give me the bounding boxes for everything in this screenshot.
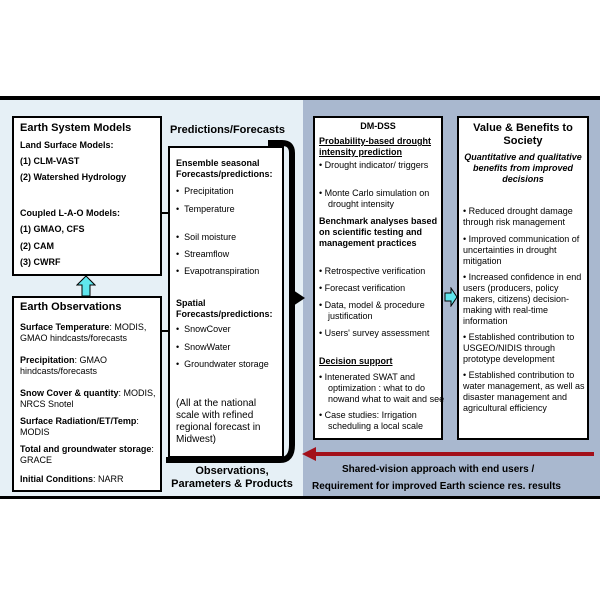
coupled-heading: Coupled L-A-O Models:: [20, 208, 120, 218]
ensemble-item: • Temperature: [176, 204, 235, 214]
land-item: (2) Watershed Hydrology: [20, 172, 127, 182]
dmdss-section-heading: Decision support: [319, 356, 393, 366]
ensemble-item: • Soil moisture: [176, 232, 237, 242]
dmdss-item: • Case studies: Irrigation scheduling a local scale: [319, 410, 424, 431]
land-surface-heading: Land Surface Models:: [20, 140, 114, 150]
predictions-note: (All at the national scale with refined regional forecast in Midwest): [176, 398, 261, 445]
obs-item-surface-radiation: Surface Radiation/ET/Temp: MODIS: [20, 416, 139, 437]
coupled-item: (2) CAM: [20, 241, 54, 251]
land-item: (1) CLM-VAST: [20, 156, 80, 166]
predictions-box: [168, 146, 284, 458]
ensemble-item: • Precipitation: [176, 186, 234, 196]
obs-item-precipitation: Precipitation: GMAO hindcasts/forecasts: [20, 355, 108, 376]
dmdss-item: • Monte Carlo simulation on drought intensity: [319, 188, 430, 209]
spatial-heading: Spatial Forecasts/predictions:: [176, 298, 273, 319]
obs-item-surface-temperature: Surface Temperature: MODIS, GMAO hindcasts/forecasts: [20, 322, 147, 343]
right-arrow-icon: [444, 287, 458, 307]
shared-vision-line1: Shared-vision approach with end users /: [342, 464, 535, 475]
spatial-item: • Groundwater storage: [176, 359, 269, 369]
dmdss-box: [313, 116, 443, 440]
earth-observations-title: Earth Observations: [20, 301, 122, 313]
earth-system-models-title: Earth System Models: [20, 122, 132, 134]
dmdss-item: • Retrospective verification: [319, 266, 426, 276]
ensemble-item: • Streamflow: [176, 249, 230, 259]
obs-item-snow-cover: Snow Cover & quantity: MODIS, NRCS Snotel: [20, 388, 156, 409]
ensemble-heading: Ensemble seasonal Forecasts/predictions:: [176, 158, 273, 179]
dmdss-item: • Forecast verification: [319, 283, 406, 293]
value-item: • Established contribution to water management, as well as disaster management and agricultural efficiency: [463, 370, 585, 413]
predictions-title: Predictions/Forecasts: [170, 124, 285, 136]
spatial-item: • SnowWater: [176, 342, 231, 352]
coupled-item: (3) CWRF: [20, 257, 61, 267]
coupled-item: (1) GMAO, CFS: [20, 224, 85, 234]
dmdss-item: • Users' survey assessment: [319, 328, 430, 338]
spatial-item: • SnowCover: [176, 324, 231, 334]
value-item: • Increased confidence in end users (producers, policy makers, citizens) decision-making with real-time information: [463, 272, 582, 326]
dmdss-item: • Data, model & procedure justification: [319, 300, 425, 321]
value-item: • Established contribution to USGEO/NIDIS through prototype development: [463, 332, 575, 364]
dmdss-item: • Intenerated SWAT and optimization : what to do nowand what to wait and see: [319, 372, 445, 404]
dmdss-section-heading: Benchmark analyses based on scientific testing and management practices: [319, 216, 438, 248]
obs-item-initial-conditions: Initial Conditions: NARR: [20, 474, 124, 484]
value-item: • Improved communication of uncertainties in drought mitigation: [463, 234, 580, 266]
obs-item-groundwater: Total and groundwater storage: GRACE: [20, 444, 154, 465]
dmdss-section-heading: Probability-based drought intensity prediction: [319, 136, 432, 157]
dmdss-item: • Drought indicator/ triggers: [319, 160, 429, 170]
shared-vision-line2: Requirement for improved Earth science res. results: [312, 481, 561, 492]
observations-label: Observations, Parameters & Products: [171, 465, 293, 490]
value-subtitle: Quantitative and qualitative benefits from improved decisions: [464, 152, 582, 184]
dmdss-title: DM-DSS: [360, 121, 396, 131]
value-title: Value & Benefits to Society: [473, 122, 573, 147]
value-benefits-box: [457, 116, 589, 440]
value-item: • Reduced drought damage through risk management: [463, 206, 573, 227]
left-arrow-icon: [300, 445, 596, 463]
ensemble-item: • Evapotranspiration: [176, 266, 260, 276]
